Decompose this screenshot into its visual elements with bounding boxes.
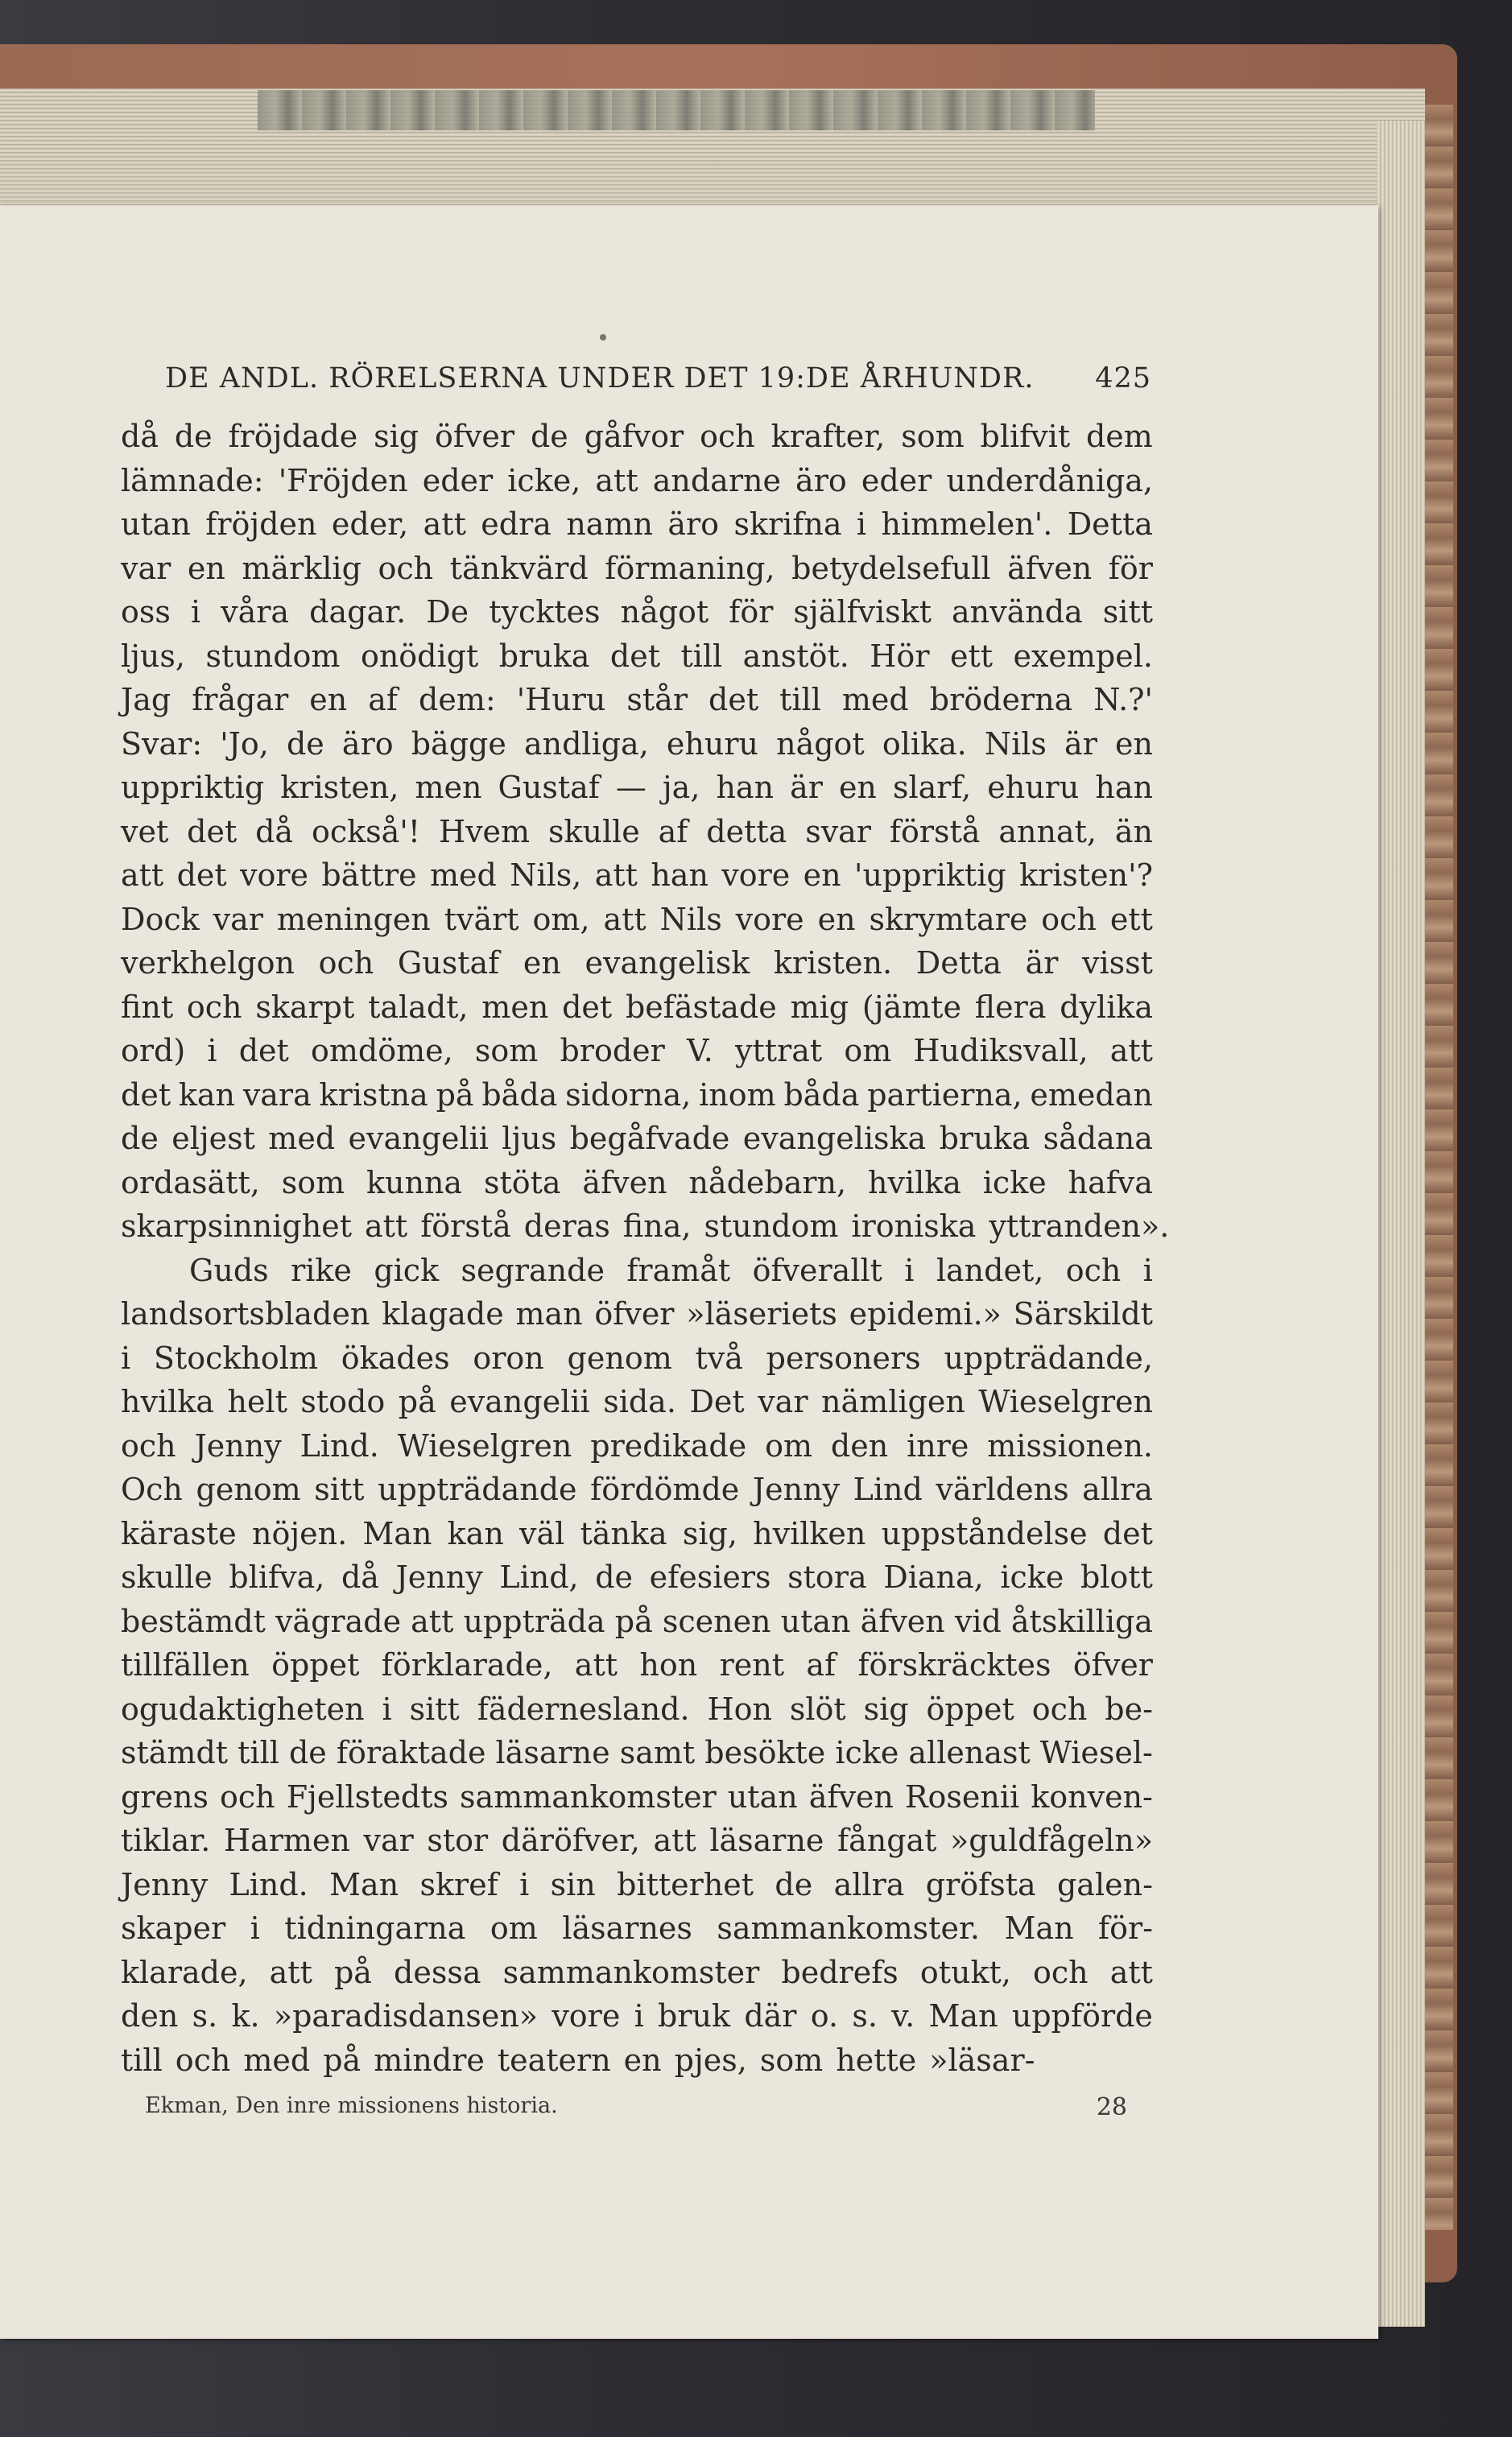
text-line: vet det då också'! Hvem skulle af detta svar förstå annat, än: [121, 813, 1153, 849]
text-line: ordasätt, som kunna stöta äfven nådebarn, hvilka icke hafva: [121, 1164, 1153, 1200]
text-line: att det vore bättre med Nils, att han vore en 'uppriktig kristen'?: [121, 857, 1153, 893]
text-line: ord) i det omdöme, som broder V. yttrat om Hudiksvall, att: [121, 1033, 1153, 1068]
text-line: Dock var meningen tvärt om, att Nils vore en skrymtare och ett: [121, 901, 1153, 937]
text-line: i Stockholm ökades oron genom två personers uppträdande,: [121, 1340, 1153, 1376]
text-line: hvilka helt stodo på evangelii sida. Det var nämligen Wieselgren: [121, 1384, 1153, 1419]
text-line: det kan vara kristna på båda sidorna, inom båda partierna, emedan: [121, 1076, 1153, 1113]
body-text: [121, 415, 1170, 2082]
page-footer: [145, 2093, 1143, 2133]
text-line: oss i våra dagar. De tycktes något för själfviskt använda sitt: [121, 594, 1153, 630]
text-line: skulle blifva, då Jenny Lind, de efesiers stora Diana, icke blott: [121, 1559, 1153, 1595]
text-line: ogudaktigheten i sitt fädernesland. Hon slöt sig öppet och be-: [121, 1691, 1153, 1727]
text-line: lämnade: 'Fröjden eder icke, att andarne äro eder underdåniga,: [121, 462, 1153, 498]
text-line: till och med på mindre teatern en pjes, som hette »läsar-: [121, 2042, 1035, 2078]
ink-dot: [600, 334, 606, 341]
text-line: tillfällen öppet förklarade, att hon rent af förskräcktes öfver: [121, 1647, 1153, 1683]
text-line: och Jenny Lind. Wieselgren predikade om den inre missionen.: [121, 1427, 1153, 1464]
running-title: DE ANDL. RÖRELSERNA UNDER DET 19:DE ÅRHUNDR.: [165, 362, 1035, 394]
text-line: käraste nöjen. Man kan väl tänka sig, hvilken uppståndelse det: [121, 1515, 1153, 1551]
footer-source: Ekman, Den inre missionens historia.: [145, 2093, 558, 2118]
text-line: landsortsbladen klagade man öfver »läseriets epidemi.» Särskildt: [121, 1296, 1153, 1332]
text-line: ljus, stundom onödigt bruka det till anstöt. Hör ett exempel.: [121, 638, 1153, 674]
text-line: verkhelgon och Gustaf en evangelisk kristen. Detta är visst: [121, 945, 1153, 981]
text-line: stämdt till de föraktade läsarne samt besökte icke allenast Wiesel-: [121, 1735, 1153, 1770]
text-line: grens och Fjellstedts sammankomster utan äfven Rosenii konven-: [121, 1778, 1153, 1815]
text-line: fint och skarpt taladt, men det befästade mig (jämte flera dylika: [121, 989, 1153, 1025]
text-line: utan fröjden eder, att edra namn äro skrifna i himmelen'. Detta: [121, 506, 1153, 542]
page-number: 425: [1095, 362, 1151, 394]
text-line: Svar: 'Jo, de äro bägge andliga, ehuru något olika. Nils är en: [121, 725, 1153, 762]
text-line: Och genom sitt uppträdande fördömde Jenny Lind världens allra: [121, 1472, 1153, 1507]
text-line: tiklar. Harmen var stor däröfver, att läsarne fångat »guldfågeln»: [121, 1823, 1153, 1858]
text-line: klarade, att på dessa sammankomster bedrefs otukt, och att: [121, 1954, 1153, 1990]
text-line: Jenny Lind. Man skref i sin bitterhet de allra gröfsta galen-: [121, 1866, 1153, 1902]
text-line: var en märklig och tänkvärd förmaning, betydelsefull äfven för: [121, 550, 1153, 586]
page-stack-marbling: [258, 90, 1095, 130]
text-line: skarpsinnighet att förstå deras fina, stundom ironiska yttranden».: [121, 1208, 1170, 1244]
text-line: då de fröjdade sig öfver de gåfvor och krafter, som blifvit dem: [121, 419, 1153, 454]
text-line: Guds rike gick segrande framåt öfverallt i landet, och i: [189, 1252, 1153, 1288]
text-line: bestämdt vägrade att uppträda på scenen utan äfven vid åtskilliga: [121, 1603, 1153, 1639]
signature-mark: 28: [1096, 2093, 1127, 2121]
page-stack-right: [1377, 121, 1425, 2327]
text-line: Jag frågar en af dem: 'Huru står det till med bröderna N.?': [121, 682, 1153, 717]
text-line: uppriktig kristen, men Gustaf — ja, han är en slarf, ehuru han: [121, 770, 1153, 805]
running-header: [165, 362, 1151, 411]
text-line: skaper i tidningarna om läsarnes sammankomster. Man för-: [121, 1910, 1153, 1946]
text-line: den s. k. »paradisdansen» vore i bruk där o. s. v. Man uppförde: [121, 1998, 1153, 2034]
book-page: [0, 205, 1378, 2339]
text-line: de eljest med evangelii ljus begåfvade evangeliska bruka sådana: [121, 1121, 1153, 1156]
